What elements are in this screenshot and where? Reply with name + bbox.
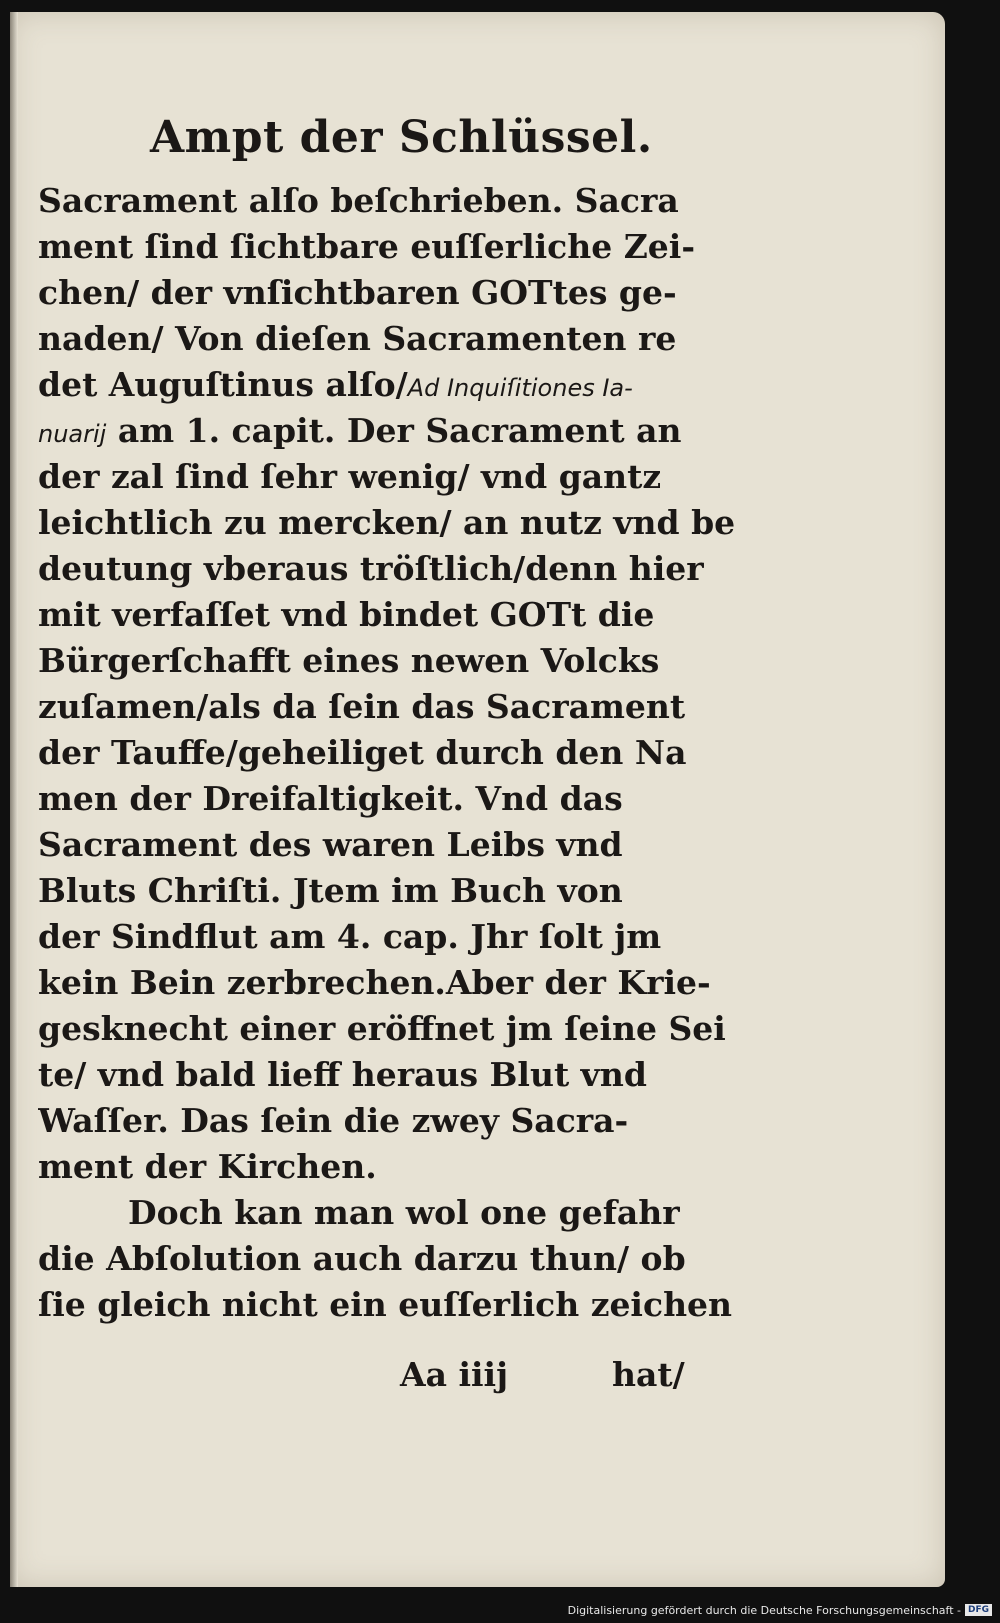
line-text: kein Bein zerbrechen.Aber der Krie- (38, 963, 711, 1002)
line-text: te/ vnd bald lieff heraus Blut vnd (38, 1055, 647, 1094)
text-line (38, 730, 738, 776)
line-text: gesknecht einer eröffnet jm ſeine Sei (38, 1009, 726, 1048)
line-text: ſie gleich nicht ein euſſerlich zeichen (38, 1285, 733, 1324)
page-gutter (10, 12, 18, 1587)
signature-mark: Aa iiij (400, 1355, 509, 1394)
text-line (38, 822, 738, 868)
line-text: Bluts Chriſti. Jtem im Buch von (38, 871, 623, 910)
line-text: mit verfaſſet vnd bindet GOTt die (38, 595, 655, 634)
text-line (38, 270, 738, 316)
text-line (38, 914, 738, 960)
body-text (38, 178, 738, 1328)
line-text: Sacrament alſo beſchrieben. Sacra (38, 181, 679, 220)
text-line (38, 1236, 738, 1282)
footer-text: Digitalisierung gefördert durch die Deutsche Forschungsgemeinschaft - (567, 1603, 961, 1617)
line-text: Waſſer. Das ſein die zwey Sacra- (38, 1101, 629, 1140)
text-line (38, 316, 738, 362)
text-line (38, 1052, 738, 1098)
text-line (38, 776, 738, 822)
line-text: chen/ der vnſichtbaren GOTtes ge- (38, 273, 677, 312)
line-text: ment ſind ſichtbare euſſerliche Zei- (38, 227, 696, 266)
text-line (38, 638, 738, 684)
text-line (38, 960, 738, 1006)
line-text: der Tauffe/geheiliget durch den Na (38, 733, 687, 772)
footer-credit (568, 1601, 992, 1619)
text-line (38, 500, 738, 546)
line-text: ment der Kirchen. (38, 1147, 377, 1186)
running-header: Ampt der Schlüssel. (150, 112, 653, 163)
text-line (38, 454, 738, 500)
line-text: naden/ Von dieſen Sacramenten re (38, 319, 677, 358)
line-text: deutung vberaus tröſtlich/denn hier (38, 549, 704, 588)
marginal-reference: Ad Inquiſitiones Ia- (407, 374, 633, 402)
text-line (38, 684, 738, 730)
line-text: die Abſolution auch darzu thun/ ob (38, 1239, 686, 1278)
line-text: zuſamen/als da ſein das Sacrament (38, 687, 686, 726)
text-line (38, 178, 738, 224)
text-line (38, 1282, 738, 1328)
text-line (38, 362, 738, 408)
text-line (38, 868, 738, 914)
line-text: am 1. capit. Der Sacrament an (106, 411, 682, 450)
line-text: der zal ſind ſehr wenig/ vnd gantz (38, 457, 662, 496)
text-line (38, 1190, 738, 1236)
line-text: Bürgerſchafft eines newen Volcks (38, 641, 660, 680)
text-line (38, 224, 738, 270)
catchword: hat/ (612, 1355, 685, 1394)
text-line (38, 1144, 738, 1190)
text-line (38, 592, 738, 638)
text-line (38, 408, 738, 454)
line-text: Sacrament des waren Leibs vnd (38, 825, 623, 864)
text-line (38, 546, 738, 592)
marginal-reference: nuarij (38, 420, 107, 448)
text-line (38, 1006, 738, 1052)
dfg-logo: DFG (965, 1604, 992, 1616)
line-text: Doch kan man wol one gefahr (128, 1193, 680, 1232)
line-text: men der Dreifaltigkeit. Vnd das (38, 779, 623, 818)
text-line (38, 1098, 738, 1144)
line-text: det Auguſtinus alſo/ (38, 365, 408, 404)
line-text: der Sindflut am 4. cap. Jhr ſolt jm (38, 917, 662, 956)
line-text: leichtlich zu mercken/ an nutz vnd be (38, 503, 736, 542)
